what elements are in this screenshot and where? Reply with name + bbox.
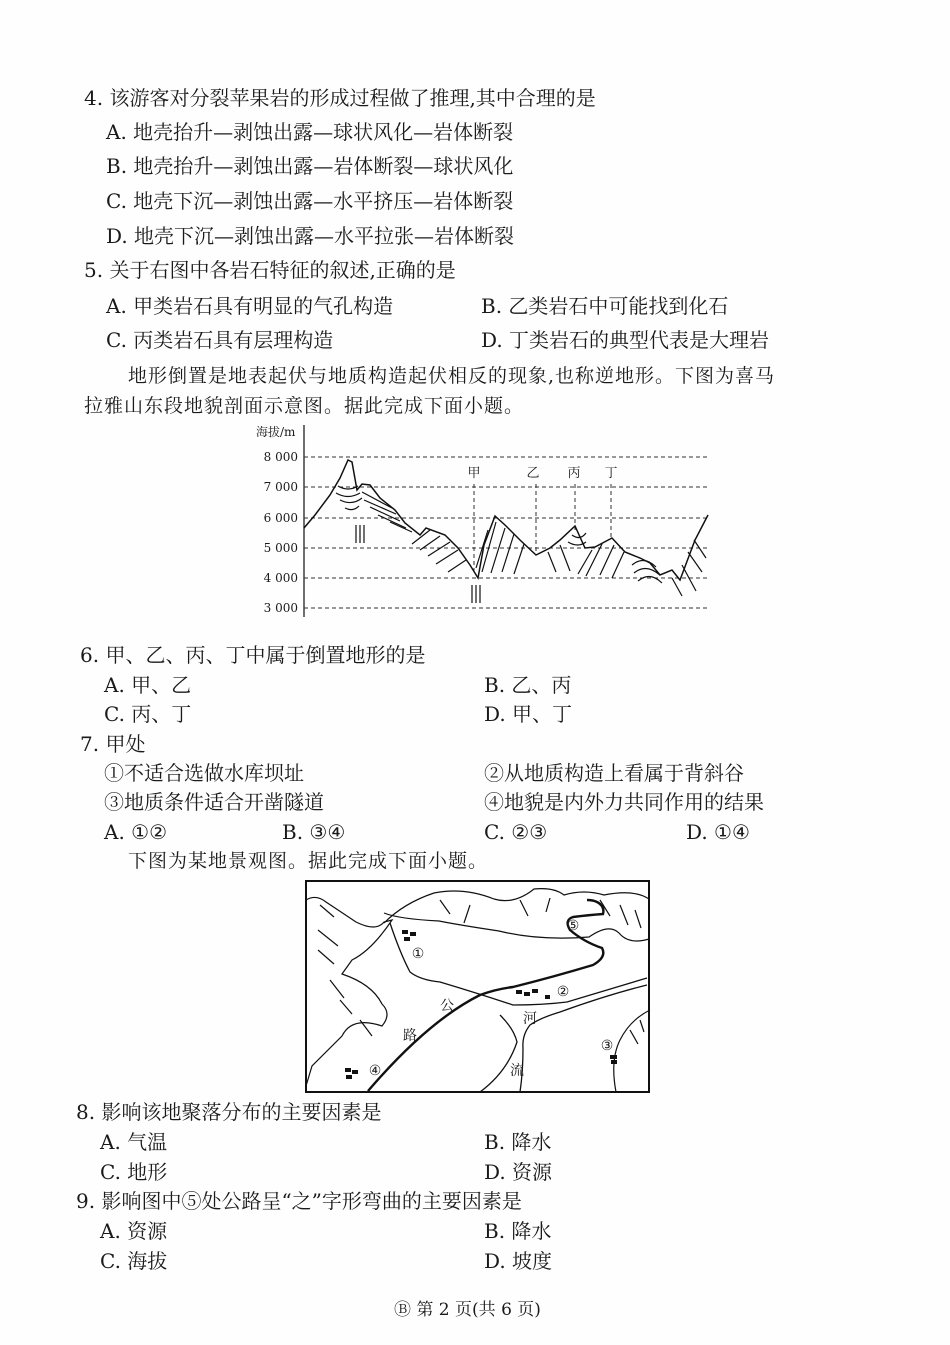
q4-option-d: D. 地壳下沉—剥蚀出露—水平拉张—岩体断裂 [106,224,515,248]
q6-stem: 6. 甲、乙、丙、丁中属于倒置地形的是 [80,643,426,667]
q7-option-b: B. ③④ [282,820,346,844]
y-tick-3000: 3 000 [263,601,298,615]
page-footer: Ⓑ 第 2 页(共 6 页) [394,1300,541,1320]
q9-option-a: A. 资源 [100,1219,168,1243]
settlement-4-label: ④ [368,1063,382,1079]
y-tick-6000: 6 000 [263,511,298,525]
settlement-2-label: ② [556,984,570,1000]
q8-option-a: A. 气温 [100,1130,168,1154]
q6-option-a: A. 甲、乙 [104,673,192,697]
q4-option-a: A. 地壳抬升—剥蚀出露—球状风化—岩体断裂 [106,120,514,144]
river-label-he: 河 [523,1011,537,1027]
q5-option-b: B. 乙类岩石中可能找到化石 [481,294,729,318]
river-label-liu: 流 [510,1063,524,1079]
q7-statement-1: ①不适合选做水库坝址 [104,761,304,785]
settlement-3-label: ③ [600,1038,614,1054]
q7-statement-2: ②从地质构造上看属于背斜谷 [484,761,744,785]
q5-option-a: A. 甲类岩石具有明显的气孔构造 [106,294,394,318]
q7-option-a: A. ①② [104,820,168,844]
q4-stem: 4. 该游客对分裂苹果岩的形成过程做了推理,其中合理的是 [84,86,596,110]
y-tick-5000: 5 000 [263,541,298,555]
y-tick-8000: 8 000 [263,450,298,464]
q6-option-d: D. 甲、丁 [484,702,573,726]
point-label-jia: 甲 [467,466,481,481]
point-label-ding: 丁 [604,466,618,481]
y-tick-7000: 7 000 [263,480,298,494]
q6-option-c: C. 丙、丁 [104,702,192,726]
y-tick-4000: 4 000 [263,571,298,585]
q7-stem: 7. 甲处 [80,732,146,756]
q7-statement-4: ④地貌是内外力共同作用的结果 [484,790,764,814]
switchback-5-label: ⑤ [566,918,580,934]
q7-option-d: D. ①④ [686,820,750,844]
terrain-surface-line [304,460,708,580]
q5-option-d: D. 丁类岩石的典型代表是大理岩 [481,328,770,352]
point-label-bing: 丙 [567,466,581,481]
rock-strata-hatching [336,486,706,603]
q4-option-b: B. 地壳抬升—剥蚀出露—岩体断裂—球状风化 [106,154,514,178]
q8-option-c: C. 地形 [100,1160,168,1184]
q9-option-b: B. 降水 [484,1219,552,1243]
q4-option-c: C. 地壳下沉—剥蚀出露—水平挤压—岩体断裂 [106,189,514,213]
settlement-1-label: ① [411,946,425,962]
intro-paragraph-line2: 拉雅山东段地貌剖面示意图。据此完成下面小题。 [84,395,525,417]
y-axis-label: 海拔/m [256,425,296,439]
q9-stem: 9. 影响图中⑤处公路呈“之”字形弯曲的主要因素是 [76,1189,522,1213]
q8-option-d: D. 资源 [484,1160,553,1184]
q8-stem: 8. 影响该地聚落分布的主要因素是 [76,1100,382,1124]
q5-stem: 5. 关于右图中各岩石特征的叙述,正确的是 [84,258,456,282]
intro-landscape: 下图为某地景观图。据此完成下面小题。 [128,850,489,872]
intro-paragraph-line1: 地形倒置是地表起伏与地质构造起伏相反的现象,也称逆地形。下图为喜马 [128,365,776,387]
point-label-yi: 乙 [526,466,540,481]
road-label-gong: 公 [440,998,454,1014]
q9-option-c: C. 海拔 [100,1249,168,1273]
terrain-profile-diagram [250,418,720,618]
q5-option-c: C. 丙类岩石具有层理构造 [106,328,334,352]
q9-option-d: D. 坡度 [484,1249,553,1273]
q7-option-c: C. ②③ [484,820,548,844]
road-label-lu: 路 [403,1028,417,1044]
q7-statement-3: ③地质条件适合开凿隧道 [104,790,324,814]
landscape-map [300,875,660,1100]
q8-option-b: B. 降水 [484,1130,552,1154]
q6-option-b: B. 乙、丙 [484,673,572,697]
